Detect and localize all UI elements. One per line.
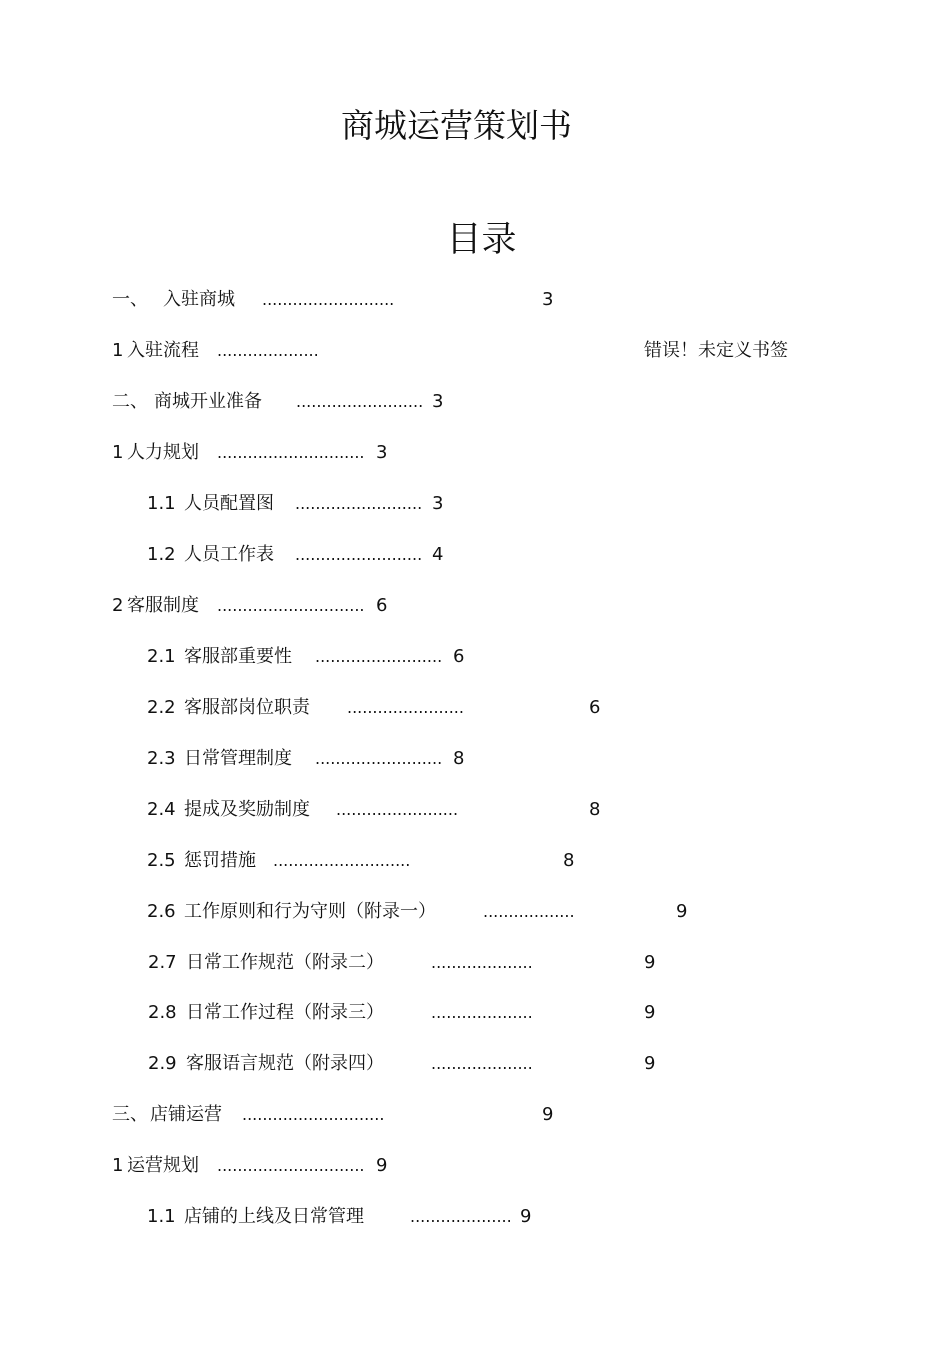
toc-entry-2-2-9[interactable] xyxy=(0,1052,950,1076)
toc-entry-label: 提成及奖励制度 xyxy=(184,799,310,820)
toc-entry-number: 1.1 xyxy=(147,493,176,514)
toc-entry-page-error: 错误！未定义书签 xyxy=(644,340,788,361)
toc-entry-label: 客服部重要性 xyxy=(184,646,292,667)
toc-leader-dots: ........................ xyxy=(336,800,459,819)
toc-entry-page: 6 xyxy=(376,595,388,616)
toc-entry-page: 9 xyxy=(542,1104,554,1125)
toc-entry-label: 店铺运营 xyxy=(150,1104,222,1125)
toc-entry-number: 1 xyxy=(112,1155,124,1176)
toc-leader-dots: .................... xyxy=(431,953,533,972)
toc-entry-number: 1.1 xyxy=(147,1206,176,1227)
toc-entry-2-2-8[interactable] xyxy=(0,1001,950,1025)
toc-entry-section-3[interactable] xyxy=(0,1103,950,1127)
toc-entry-page: 8 xyxy=(563,850,575,871)
toc-entry-label: 入驻流程 xyxy=(127,340,199,361)
toc-entry-2-1-1[interactable] xyxy=(0,492,950,516)
toc-entry-page: 9 xyxy=(676,901,688,922)
toc-entry-label: 店铺的上线及日常管理 xyxy=(184,1206,364,1227)
toc-entry-label: 客服部岗位职责 xyxy=(184,697,310,718)
toc-entry-2-2-5[interactable] xyxy=(0,849,950,873)
toc-heading: 目录 xyxy=(446,220,517,260)
toc-entry-page: 8 xyxy=(453,748,465,769)
toc-entry-page: 9 xyxy=(644,952,656,973)
toc-entry-page: 3 xyxy=(432,493,444,514)
toc-leader-dots: ......................... xyxy=(295,545,423,564)
toc-entry-number: 一、 xyxy=(112,289,148,310)
toc-leader-dots: ........................... xyxy=(273,851,411,870)
toc-entry-3-1[interactable] xyxy=(0,1154,950,1178)
toc-leader-dots: ............................. xyxy=(217,1156,365,1175)
toc-entry-label: 日常管理制度 xyxy=(184,748,292,769)
toc-leader-dots: ............................. xyxy=(217,443,365,462)
toc-leader-dots: ......................... xyxy=(296,392,424,411)
toc-entry-2-2-6[interactable] xyxy=(0,900,950,924)
toc-entry-2-2[interactable] xyxy=(0,594,950,618)
toc-entry-page: 9 xyxy=(644,1002,656,1023)
toc-entry-3-1-1[interactable] xyxy=(0,1205,950,1229)
toc-entry-page: 8 xyxy=(589,799,601,820)
toc-leader-dots: ......................... xyxy=(315,647,443,666)
toc-entry-number: 2.6 xyxy=(147,901,176,922)
toc-entry-number: 2.5 xyxy=(147,850,176,871)
toc-leader-dots: ......................... xyxy=(295,494,423,513)
toc-entry-page: 3 xyxy=(376,442,388,463)
toc-entry-page: 4 xyxy=(432,544,444,565)
toc-entry-number: 二、 xyxy=(112,391,148,412)
toc-leader-dots: .................... xyxy=(431,1054,533,1073)
toc-entry-label: 客服制度 xyxy=(127,595,199,616)
toc-leader-dots: .................... xyxy=(410,1207,512,1226)
toc-leader-dots: ............................ xyxy=(242,1105,385,1124)
toc-entry-label: 人员配置图 xyxy=(184,493,274,514)
toc-entry-2-1[interactable] xyxy=(0,441,950,465)
toc-entry-label: 入驻商城 xyxy=(163,289,235,310)
document-title: 商城运营策划书 xyxy=(341,106,572,145)
toc-entry-page: 6 xyxy=(453,646,465,667)
toc-entry-label: 工作原则和行为守则（附录一） xyxy=(184,901,436,922)
toc-entry-section-1[interactable] xyxy=(0,288,950,312)
toc-entry-2-2-1[interactable] xyxy=(0,645,950,669)
toc-leader-dots: ......................... xyxy=(315,749,443,768)
toc-leader-dots: .................... xyxy=(431,1003,533,1022)
toc-entry-label: 人员工作表 xyxy=(184,544,274,565)
toc-entry-number: 2.1 xyxy=(147,646,176,667)
toc-entry-number: 2.8 xyxy=(148,1002,177,1023)
toc-entry-label: 日常工作过程（附录三） xyxy=(186,1002,384,1023)
toc-leader-dots: .................. xyxy=(483,902,575,921)
toc-entry-1-1[interactable] xyxy=(0,339,950,363)
toc-entry-2-2-4[interactable] xyxy=(0,798,950,822)
toc-leader-dots: .......................... xyxy=(262,290,395,309)
toc-entry-label: 人力规划 xyxy=(127,442,199,463)
toc-entry-2-2-7[interactable] xyxy=(0,951,950,975)
toc-entry-number: 2 xyxy=(112,595,124,616)
toc-entry-label: 商城开业准备 xyxy=(154,391,262,412)
toc-entry-2-2-2[interactable] xyxy=(0,696,950,720)
toc-entry-2-1-2[interactable] xyxy=(0,543,950,567)
toc-entry-label: 客服语言规范（附录四） xyxy=(186,1053,384,1074)
toc-leader-dots: .................... xyxy=(217,341,319,360)
toc-entry-page: 6 xyxy=(589,697,601,718)
toc-entry-page: 3 xyxy=(542,289,554,310)
toc-entry-label: 日常工作规范（附录二） xyxy=(186,952,384,973)
toc-entry-page: 3 xyxy=(432,391,444,412)
toc-entry-label: 惩罚措施 xyxy=(184,850,256,871)
toc-entry-number: 2.3 xyxy=(147,748,176,769)
toc-entry-number: 2.7 xyxy=(148,952,177,973)
toc-entry-number: 1 xyxy=(112,340,124,361)
toc-leader-dots: ............................. xyxy=(217,596,365,615)
toc-entry-label: 运营规划 xyxy=(127,1155,199,1176)
toc-entry-page: 9 xyxy=(520,1206,532,1227)
toc-entry-page: 9 xyxy=(644,1053,656,1074)
toc-leader-dots: ....................... xyxy=(347,698,464,717)
toc-entry-number: 2.2 xyxy=(147,697,176,718)
toc-entry-number: 三、 xyxy=(112,1104,148,1125)
toc-entry-number: 2.4 xyxy=(147,799,176,820)
toc-entry-number: 1 xyxy=(112,442,124,463)
toc-entry-page: 9 xyxy=(376,1155,388,1176)
toc-entry-section-2[interactable] xyxy=(0,390,950,414)
toc-entry-2-2-3[interactable] xyxy=(0,747,950,771)
toc-entry-number: 2.9 xyxy=(148,1053,177,1074)
toc-entry-number: 1.2 xyxy=(147,544,176,565)
